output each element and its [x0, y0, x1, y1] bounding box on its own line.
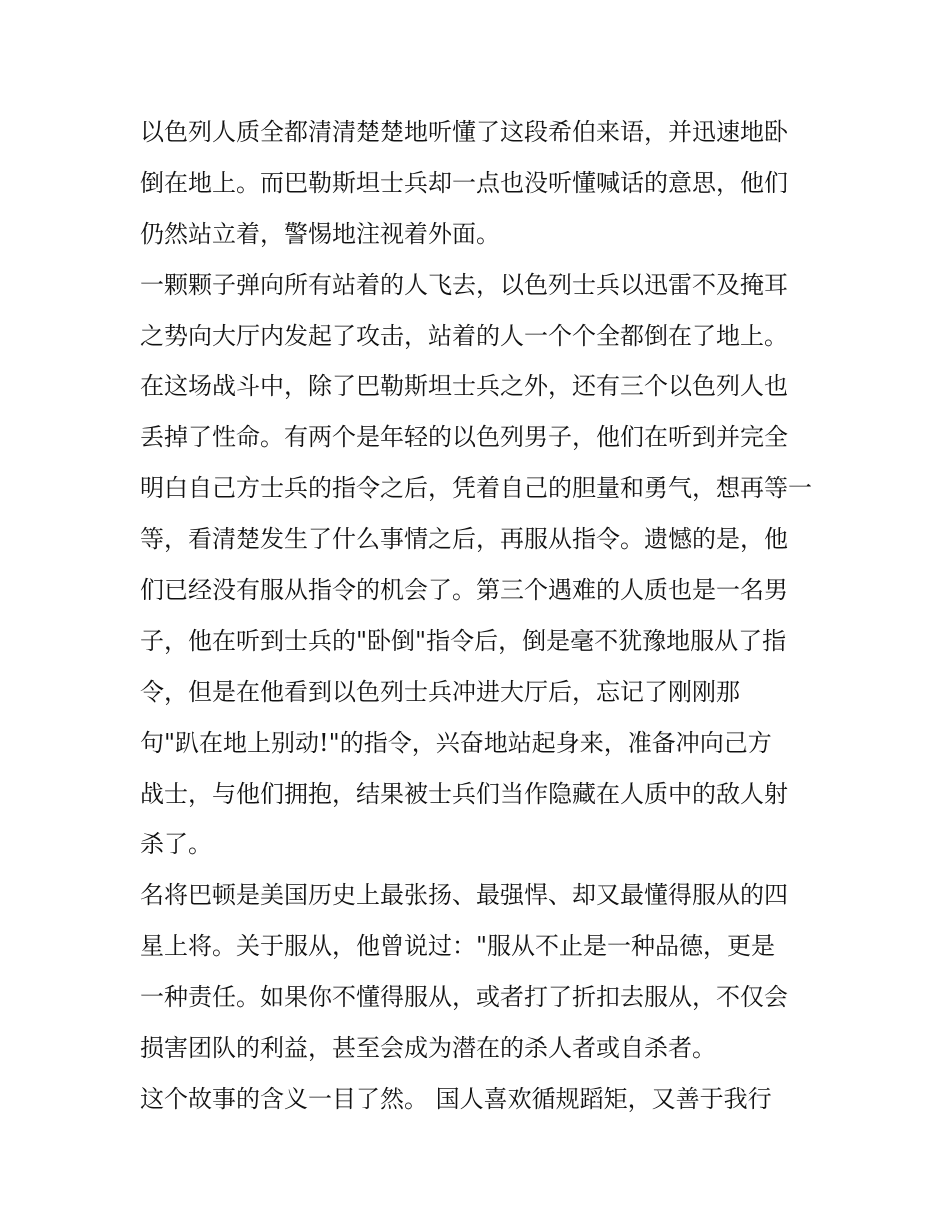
text-line: 一颗颗子弹向所有站着的人飞去，以色列士兵以迅雷不及掩耳 [140, 270, 788, 299]
text-line: 明白自己方士兵的指令之后，凭着自己的胆量和勇气，想再等一 [140, 474, 812, 503]
body-text [140, 107, 820, 1125]
text-line: 战士，与他们拥抱，结果被士兵们当作隐藏在人质中的敌人射 [140, 779, 788, 808]
text-line: 令，但是在他看到以色列士兵冲进大厅后，忘记了刚刚那 [140, 677, 740, 706]
text-line: 星上将。关于服从，他曾说过："服从不止是一种品德，更是 [140, 932, 776, 961]
text-line: 们已经没有服从指令的机会了。第三个遇难的人质也是一名男 [140, 576, 788, 605]
text-line: 倒在地上。而巴勒斯坦士兵却一点也没听懂喊话的意思，他们 [140, 168, 788, 197]
text-line: 名将巴顿是美国历史上最张扬、最强悍、却又最懂得服从的四 [140, 881, 788, 910]
text-line: 损害团队的利益，甚至会成为潜在的杀人者或自杀者。 [140, 1034, 716, 1063]
text-line: 等，看清楚发生了什么事情之后，再服从指令。遗憾的是，他 [140, 525, 788, 554]
text-line: 一种责任。如果你不懂得服从，或者打了折扣去服从，不仅会 [140, 983, 788, 1012]
text-line: 仍然站立着，警惕地注视着外面。 [140, 219, 500, 248]
text-line: 句"趴在地上别动!"的指令，兴奋地站起身来，准备冲向己方 [140, 728, 772, 757]
text-line: 丢掉了性命。有两个是年轻的以色列男子，他们在听到并完全 [140, 423, 788, 452]
text-line: 以色列人质全都清清楚楚地听懂了这段希伯来语，并迅速地卧 [140, 118, 788, 146]
text-line: 在这场战斗中，除了巴勒斯坦士兵之外，还有三个以色列人也 [140, 372, 788, 401]
text-line: 杀了。 [140, 830, 212, 859]
text-line: 子，他在听到士兵的"卧倒"指令后，倒是毫不犹豫地服从了指 [140, 626, 787, 655]
text-line: 之势向大厅内发起了攻击，站着的人一个个全都倒在了地上。 [140, 321, 788, 350]
text-line: 这个故事的含义一目了然。 国人喜欢循规蹈矩，又善于我行 [140, 1084, 772, 1113]
